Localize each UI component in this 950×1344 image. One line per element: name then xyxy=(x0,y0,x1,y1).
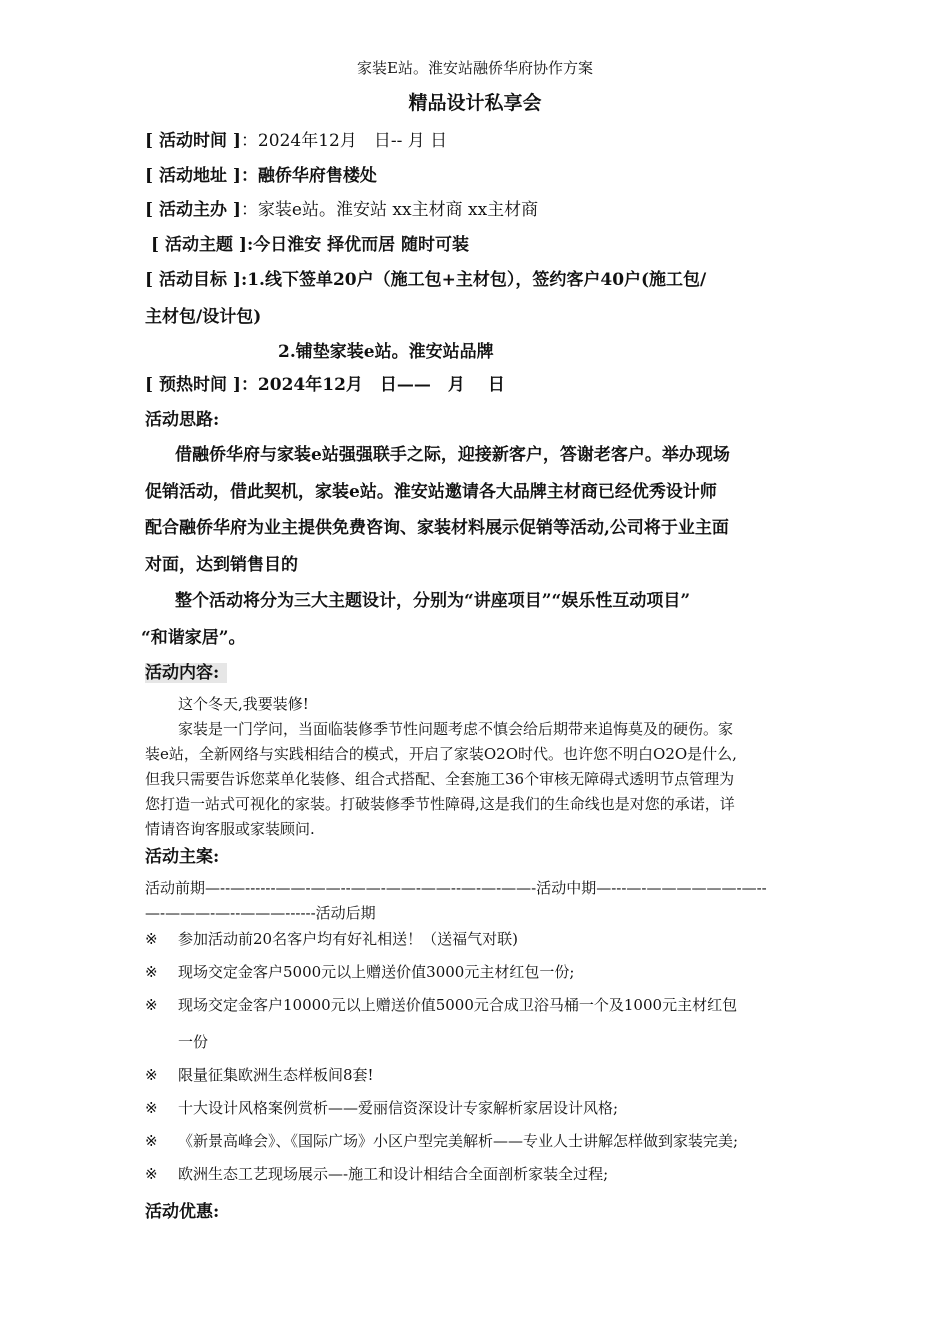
info-time xyxy=(145,126,447,151)
content-heading xyxy=(145,658,227,683)
content-line: 您打造一站式可视化的家装。打破装修季节性障碍,这是我们的生命线也是对您的承诺，详 xyxy=(145,795,735,813)
bullet-mark: ※ xyxy=(145,930,158,948)
info-goal-label: [ 活动目标 ] xyxy=(145,270,241,290)
plan-heading: 活动主案: xyxy=(145,847,220,867)
bullet-mark: ※ xyxy=(145,1132,158,1150)
plan-timeline: —-———-—--———------活动后期 xyxy=(145,904,376,922)
idea-line: “和谐家居”。 xyxy=(141,628,246,648)
info-preheat xyxy=(145,370,505,395)
info-host-label: [ 活动主办 ] xyxy=(145,200,241,220)
plan-item-text: 现场交定金客户10000元以上赠送价值5000元合成卫浴马桶一个及1000元主材红包 xyxy=(178,996,738,1014)
content-line: 家装是一门学问，当面临装修季节性问题考虑不慎会给后期带来追悔莫及的硬伤。家 xyxy=(178,720,734,738)
bullet-mark: ※ xyxy=(145,963,158,981)
info-goal xyxy=(145,265,706,290)
bullet-mark: ※ xyxy=(145,1099,158,1117)
content-line: 这个冬天,我要装修! xyxy=(178,695,309,713)
content-line: 但我只需要告诉您菜单化装修、组合式搭配、全套施工36个审核无障碍式透明节点管理为 xyxy=(145,770,735,788)
info-goal-line-3: 2.铺垫家装e站。淮安站品牌 xyxy=(278,342,494,362)
info-theme xyxy=(151,230,469,255)
idea-heading: 活动思路: xyxy=(145,410,220,430)
document-header: 家装E站。淮安站融侨华府协作方案 xyxy=(357,59,593,77)
plan-item xyxy=(145,1130,738,1151)
plan-item-text: 参加活动前20名客户均有好礼相送！（送福气对联) xyxy=(178,930,518,948)
plan-item-text: 现场交定金客户5000元以上赠送价值3000元主材红包一份; xyxy=(178,963,575,981)
info-preheat-value: ：2024年12月 日—— 月 日 xyxy=(240,375,505,395)
plan-item-text: 限量征集欧洲生态样板间8套! xyxy=(178,1066,374,1084)
document-title: 精品设计私享会 xyxy=(408,92,542,114)
plan-item-text: 欧洲生态工艺现场展示—-施工和设计相结合全面剖析家装全过程; xyxy=(178,1165,609,1183)
plan-item-continuation: 一份 xyxy=(178,1033,209,1051)
plan-item-text: 十大设计风格案例赏析——爱丽信资深设计专家解析家居设计风格; xyxy=(178,1099,619,1117)
info-theme-value: :今日淮安 择优而居 随时可装 xyxy=(246,235,470,255)
plan-timeline: 活动前期—--—------——-——--——-——-——--—-—-——-活动中期—---—-——————-—-- xyxy=(145,879,767,897)
offer-heading: 活动优惠: xyxy=(145,1202,220,1222)
info-goal-line-2: 主材包/设计包) xyxy=(145,307,262,327)
idea-line: 对面，达到销售目的 xyxy=(145,555,298,575)
content-heading-text: 活动内容: xyxy=(145,663,227,683)
idea-line: 配合融侨华府为业主提供免费咨询、家装材料展示促销等活动,公司将于业主面 xyxy=(145,518,729,538)
plan-item xyxy=(145,1163,608,1184)
plan-item xyxy=(145,1064,374,1085)
bullet-mark: ※ xyxy=(145,1066,158,1084)
content-line: 情请咨询客服或家装顾问. xyxy=(145,820,315,838)
plan-item xyxy=(145,1097,618,1118)
plan-item xyxy=(145,928,518,949)
info-preheat-label: [ 预热时间 ] xyxy=(145,375,241,395)
idea-line: 整个活动将分为三大主题设计，分别为“讲座项目”“娱乐性互动项目” xyxy=(175,591,691,611)
info-address-label: [ 活动地址 ] xyxy=(145,166,241,186)
plan-item xyxy=(145,961,574,982)
info-host xyxy=(145,195,538,220)
info-address xyxy=(145,161,377,186)
bullet-mark: ※ xyxy=(145,996,158,1014)
info-time-value: ：2024年12月 日-- 月 日 xyxy=(240,131,448,151)
content-line: 装e站，全新网络与实践相结合的模式，开启了家装O2O时代。也许您不明白O2O是什么, xyxy=(145,745,737,763)
info-host-value: ：家装e站。淮安站 xx主材商 xx主材商 xyxy=(240,200,539,220)
info-goal-value-1: :1.线下签单20户（施工包+主材包），签约客户40户(施工包/ xyxy=(240,270,707,290)
info-time-label: [ 活动时间 ] xyxy=(145,131,241,151)
info-theme-label: [ 活动主题 ] xyxy=(151,235,247,255)
info-address-value: ：融侨华府售楼处 xyxy=(240,166,377,186)
plan-item xyxy=(145,994,737,1015)
idea-line: 促销活动，借此契机，家装e站。淮安站邀请各大品牌主材商已经优秀设计师 xyxy=(145,482,717,502)
plan-item-text: 《新景高峰会》、《国际广场》小区户型完美解析——专业人士讲解怎样做到家装完美; xyxy=(178,1132,739,1150)
idea-line: 借融侨华府与家装e站强强联手之际，迎接新客户，答谢老客户。举办现场 xyxy=(175,445,730,465)
bullet-mark: ※ xyxy=(145,1165,158,1183)
